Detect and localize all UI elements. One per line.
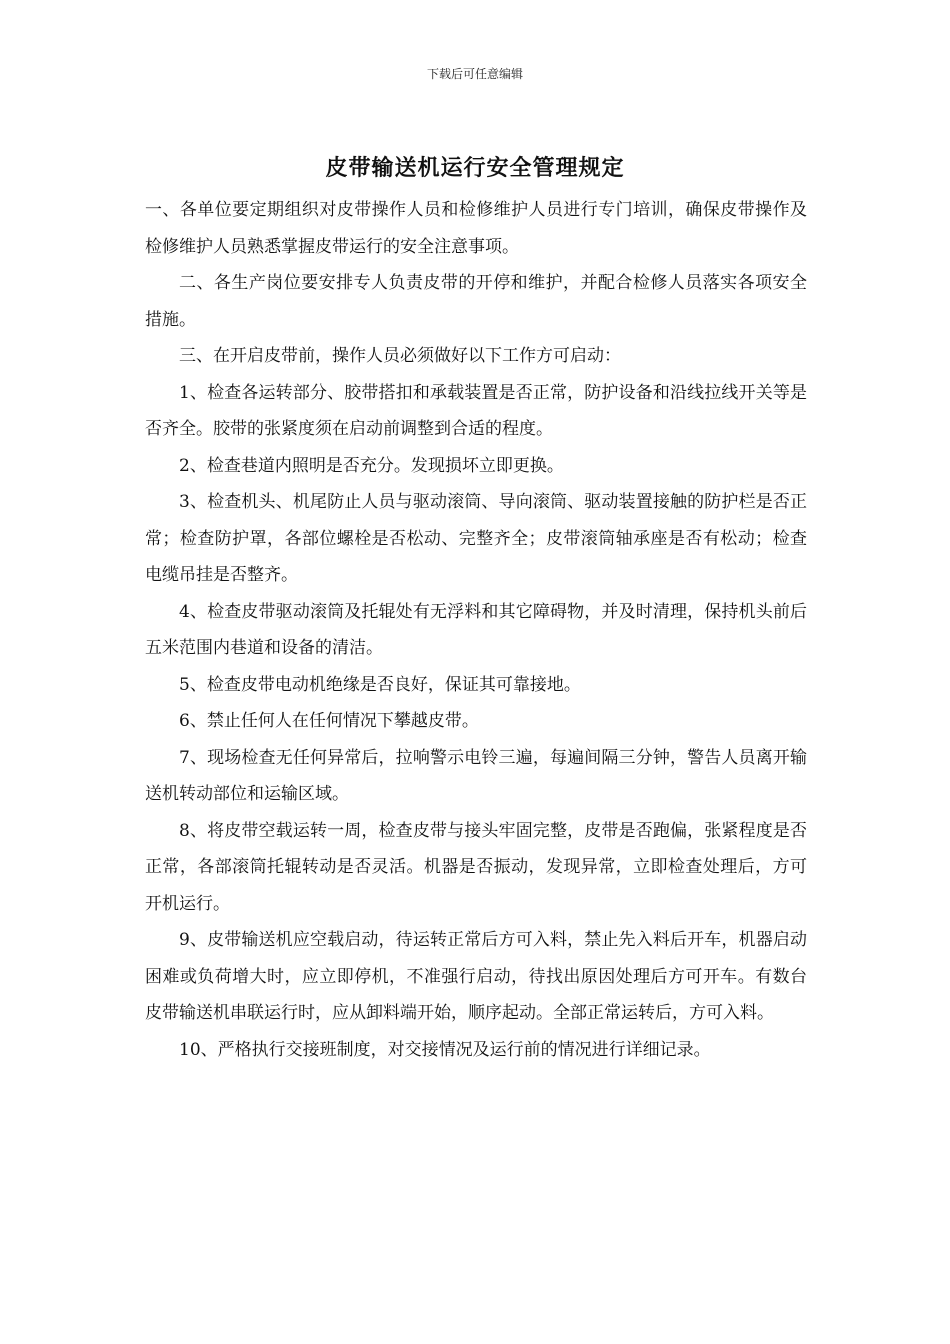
header-note: 下载后可任意编辑 (426, 67, 523, 81)
list-item-2: 2、检查巷道内照明是否充分。发现损坏立即更换。 (179, 455, 564, 476)
paragraph-3: 三、在开启皮带前，操作人员必须做好以下工作方可启动： (179, 346, 621, 366)
paragraph-2: 二、各生产岗位要安排专人负责皮带的开停和维护，并配合检修人员落实各项安全措施。 (145, 273, 807, 330)
list-item-8: 8、将皮带空载运转一周，检查皮带与接头牢固完整，皮带是否跑偏，张紧程度是否正常，各部滚筒托辊转动是否灵活。机器是否振动，发现异常，立即检查处理后，方可开机运行。 (145, 820, 807, 914)
list-item-4: 4、检查皮带驱动滚筒及托辊处有无浮料和其它障碍物，并及时清理，保持机头前后五米范围内巷道和设备的清洁。 (145, 601, 807, 658)
document-title: 皮带输送机运行安全管理规定 (325, 156, 625, 181)
list-item-7: 7、现场检查无任何异常后，拉响警示电铃三遍，每遍间隔三分钟，警告人员离开输送机转动部位和运输区域。 (145, 747, 807, 804)
list-item-10: 10、严格执行交接班制度，对交接情况及运行前的情况进行详细记录。 (179, 1039, 711, 1060)
list-item-9: 9、皮带输送机应空载启动，待运转正常后方可入料，禁止先入料后开车，机器启动困难或负荷增大时，应立即停机，不准强行启动，待找出原因处理后方可开车。有数台皮带输送机串联运行时，应从卸料端开始，顺序起动。全部正常运转后，方可入料。 (145, 930, 807, 1023)
document-body (145, 192, 807, 1068)
list-item-6: 6、禁止任何人在任何情况下攀越皮带。 (179, 711, 479, 731)
list-item-1: 1、检查各运转部分、胶带搭扣和承载装置是否正常，防护设备和沿线拉线开关等是否齐全。胶带的张紧度须在启动前调整到合适的程度。 (145, 382, 807, 439)
paragraph-1: 一、各单位要定期组织对皮带操作人员和检修维护人员进行专门培训，确保皮带操作及检修维护人员熟悉掌握皮带运行的安全注意事项。 (145, 200, 807, 257)
list-item-5: 5、检查皮带电动机绝缘是否良好，保证其可靠接地。 (179, 674, 581, 695)
list-item-3: 3、检查机头、机尾防止人员与驱动滚筒、导向滚筒、驱动装置接触的防护栏是否正常；检查防护罩，各部位螺栓是否松动、完整齐全；皮带滚筒轴承座是否有松动；检查电缆吊挂是否整齐。 (145, 492, 807, 585)
